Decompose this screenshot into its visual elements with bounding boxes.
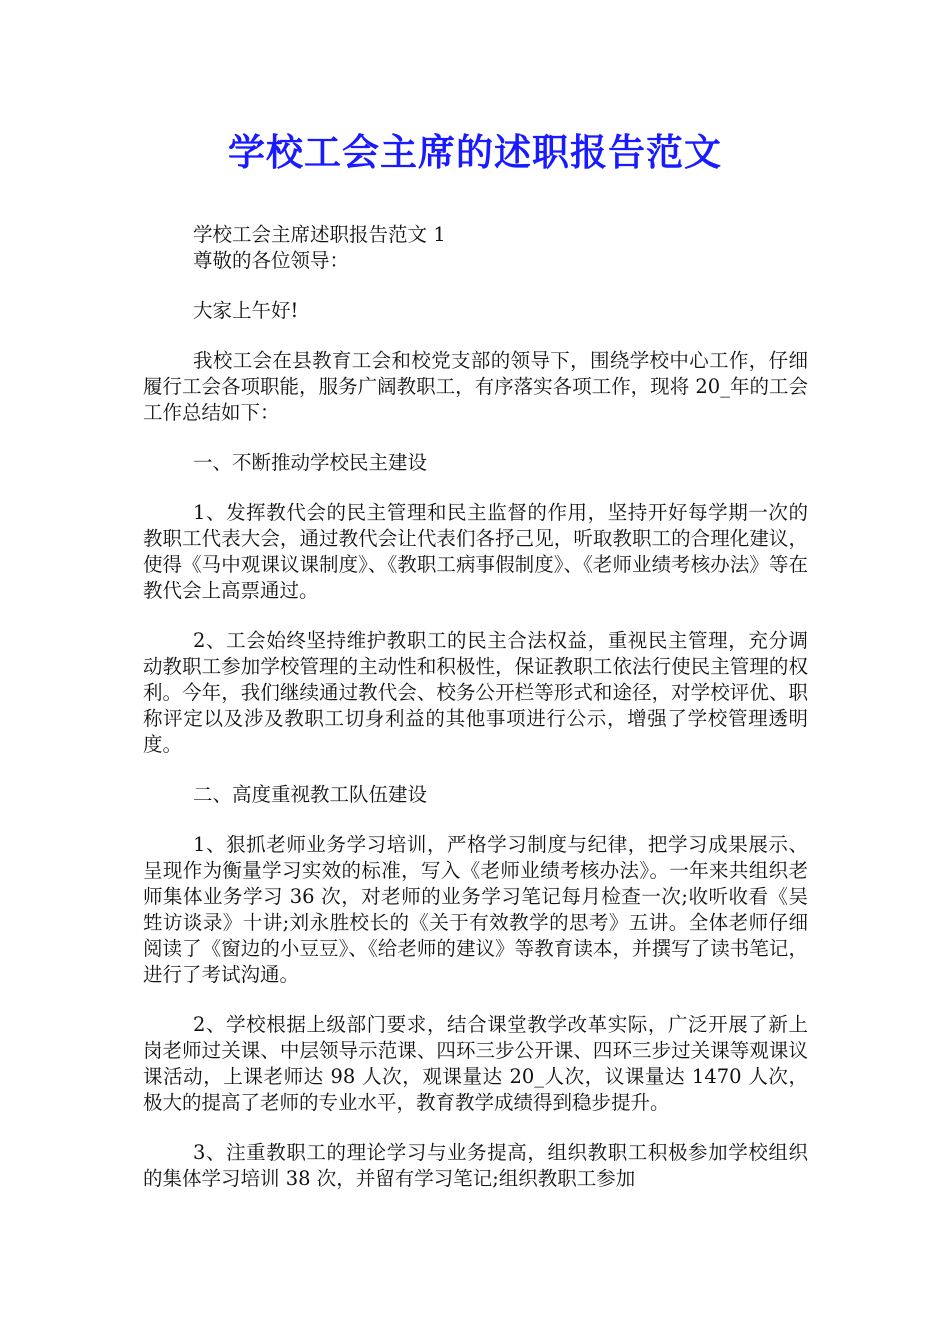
document-subtitle: 学校工会主席述职报告范文 1 — [193, 223, 446, 246]
document-body — [143, 222, 808, 1192]
spacer — [143, 274, 808, 298]
paragraph-intro: 我校工会在县教育工会和校党支部的领导下，围绕学校中心工作，仔细履行工会各项职能，服务广阔教职工，有序落实各项工作，现将 20_年的工会工作总结如下： — [143, 349, 808, 424]
section-heading-2: 二、高度重视教工队伍建设 — [193, 783, 428, 806]
paragraph-2-3: 3、注重教职工的理论学习与业务提高，组织教职工积极参加学校组织的集体学习培训 38 次，并留有学习笔记;组织教职工参加 — [143, 1141, 808, 1190]
paragraph-1-1: 1、发挥教代会的民主管理和民主监督的作用，坚持开好每学期一次的教职工代表大会，通过教代会让代表们各抒己见，听取教职工的合理化建议，使得《马中观课议课制度》、《教职工病事假制度》、《老师业绩考核办法》等在教代会上高票通过。 — [143, 501, 808, 602]
paragraph-1-2: 2、工会始终坚持维护教职工的民主合法权益，重视民主管理，充分调动教职工参加学校管理的主动性和积极性，保证教职工依法行使民主管理的权利。今年，我们继续通过教代会、校务公开栏等形式和途径，对学校评优、职称评定以及涉及教职工切身利益的其他事项进行公示，增强了学校管理透明度。 — [143, 629, 808, 756]
document-title: 学校工会主席的述职报告范文 — [228, 130, 722, 174]
greeting: 大家上午好! — [193, 299, 299, 322]
paragraph-2-1: 1、狠抓老师业务学习培训，严格学习制度与纪律，把学习成果展示、呈现作为衡量学习实效的标准，写入《老师业绩考核办法》。一年来共组织老师集体业务学习 36 次，对老师的业务学习笔记每月检查一次;收听收看《吴甡访谈录》十讲;刘永胜校长的《关于有效教学的思考》五讲。全体老师仔细阅读了《窗边的小豆豆》、《给老师的建议》等教育读本，并撰写了读书笔记，进行了考试沟通。 — [143, 833, 808, 986]
paragraph-2-2: 2、学校根据上级部门要求，结合课堂教学改革实际，广泛开展了新上岗老师过关课、中层领导示范课、四环三步公开课、四环三步过关课等观课议课活动，上课老师达 98 人次，观课量达 20_人次，议课量达 1470 人次，极大的提高了老师的专业水平，教育教学成绩得到稳步提升。 — [143, 1013, 808, 1114]
salutation: 尊敬的各位领导： — [193, 249, 350, 272]
section-heading-1: 一、不断推动学校民主建设 — [193, 451, 428, 474]
